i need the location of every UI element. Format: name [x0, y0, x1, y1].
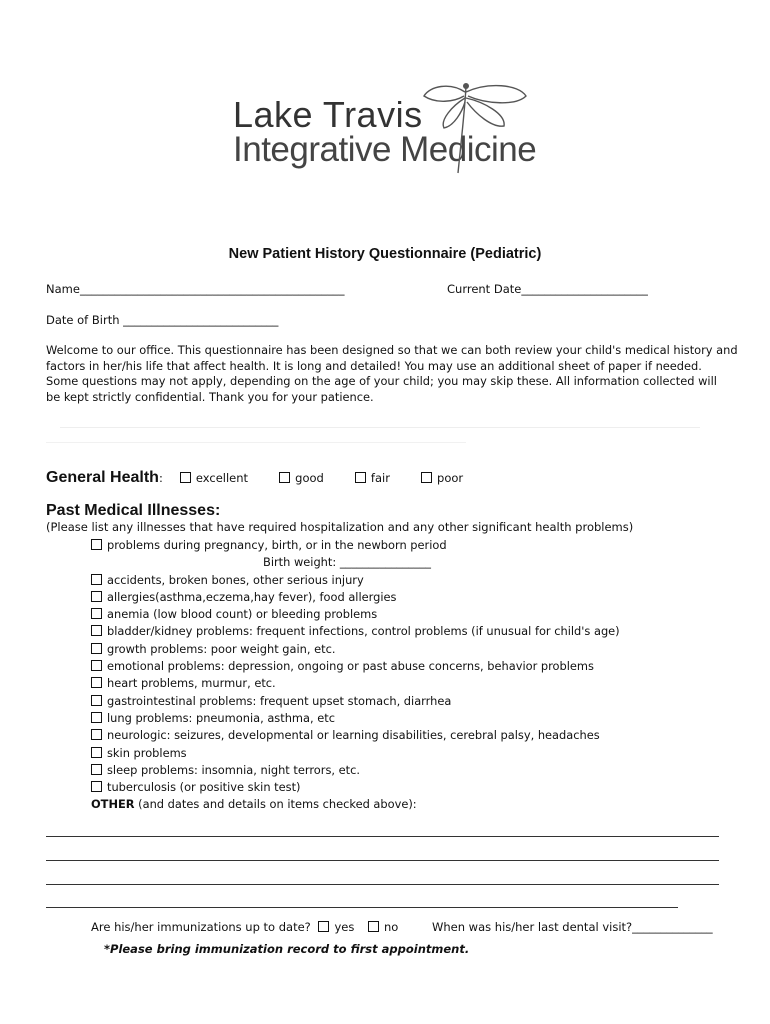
list-item[interactable]: gastrointestinal problems: frequent upset stomach, diarrhea [91, 694, 620, 711]
checkbox-icon[interactable] [91, 729, 102, 740]
checkbox-icon[interactable] [91, 712, 102, 723]
dental-visit-row [432, 920, 713, 935]
general-health-colon: : [158, 471, 163, 485]
option-fair[interactable]: fair [355, 471, 390, 485]
checkbox-icon[interactable] [91, 643, 102, 654]
checkbox-icon[interactable] [180, 472, 191, 483]
dob-field[interactable]: ___________________________ [123, 313, 279, 327]
logo-line-1: Lake Travis [233, 94, 423, 135]
general-health-row [46, 467, 463, 487]
current-date-row [447, 282, 648, 297]
name-label: Name [46, 282, 80, 296]
scan-artifact [46, 442, 466, 443]
checkbox-icon[interactable] [91, 764, 102, 775]
intro-line: factors in her/his life that affect health. It is long and detailed! You may use an additional sheet of paper if needed. [46, 358, 702, 373]
checkbox-icon[interactable] [91, 660, 102, 671]
list-item[interactable]: heart problems, murmur, etc. [91, 676, 620, 693]
dob-row [46, 313, 278, 328]
page-title: New Patient History Questionnaire (Pediatric) [228, 246, 542, 262]
birth-weight-field[interactable]: Birth weight: ________________ [263, 555, 431, 570]
name-field[interactable]: ______________________________________________ [79, 282, 345, 296]
other-bold: OTHER [91, 797, 135, 812]
list-item[interactable]: growth problems: poor weight gain, etc. [91, 642, 620, 659]
intro-line: Some questions may not apply, depending on the age of your child; you may skip these. All information collected will [46, 374, 717, 388]
checkbox-icon[interactable] [368, 921, 379, 932]
checkbox-icon[interactable] [355, 472, 366, 483]
dental-visit-label: When was his/her last dental visit? [432, 920, 633, 934]
list-item[interactable]: anemia (low blood count) or bleeding problems [91, 607, 620, 624]
list-item[interactable]: lung problems: pneumonia, asthma, etc [91, 711, 620, 728]
other-answer-line[interactable] [46, 860, 719, 861]
checkbox-icon[interactable] [91, 625, 102, 636]
list-item[interactable]: problems during pregnancy, birth, or in the newborn period [91, 538, 620, 555]
name-row [46, 282, 344, 297]
other-answer-line[interactable] [46, 907, 678, 908]
immunization-question: Are his/her immunizations up to date? [91, 920, 311, 934]
dob-label: Date of Birth [46, 313, 120, 327]
immunization-no[interactable]: no [368, 920, 398, 934]
list-item[interactable]: tuberculosis (or positive skin test) [91, 780, 620, 797]
checkbox-icon[interactable] [91, 539, 102, 550]
general-health-heading: General Health [46, 469, 159, 486]
immunization-yes[interactable]: yes [318, 920, 354, 934]
checkbox-icon[interactable] [91, 677, 102, 688]
current-date-field[interactable]: ______________________ [521, 282, 648, 296]
intro-line: Welcome to our office. This questionnaire has been designed so that we can both review your child's medical history and [46, 343, 738, 357]
checkbox-icon[interactable] [91, 591, 102, 602]
illness-checklist [91, 538, 620, 815]
other-answer-line[interactable] [46, 884, 719, 885]
list-item[interactable]: skin problems [91, 746, 620, 763]
checkbox-icon[interactable] [91, 781, 102, 792]
immunization-row [91, 920, 398, 935]
checkbox-icon[interactable] [279, 472, 290, 483]
list-item[interactable]: allergies(asthma,eczema,hay fever), food allergies [91, 590, 620, 607]
option-excellent[interactable]: excellent [180, 471, 248, 485]
option-good[interactable]: good [279, 471, 324, 485]
past-illnesses-heading: Past Medical Illnesses: [46, 502, 221, 519]
list-item[interactable]: neurologic: seizures, developmental or learning disabilities, cerebral palsy, headaches [91, 728, 620, 745]
checkbox-icon[interactable] [91, 747, 102, 758]
dragonfly-icon [418, 78, 538, 178]
logo-line-2: Integrative Medicine [233, 130, 537, 169]
past-illnesses-instruction: (Please list any illnesses that have required hospitalization and any other significant health problems) [46, 520, 634, 534]
checkbox-icon[interactable] [421, 472, 432, 483]
checkbox-icon[interactable] [91, 695, 102, 706]
checkbox-icon[interactable] [318, 921, 329, 932]
other-label: OTHER (and dates and details on items checked above): [91, 797, 417, 812]
list-item[interactable]: sleep problems: insomnia, night terrors, etc. [91, 763, 620, 780]
current-date-label: Current Date [447, 282, 522, 296]
checkbox-icon[interactable] [91, 608, 102, 619]
intro-line: be kept strictly confidential. Thank you for your patience. [46, 389, 374, 404]
scan-artifact [60, 427, 700, 428]
list-item[interactable]: emotional problems: depression, ongoing or past abuse concerns, behavior problems [91, 659, 620, 676]
immunization-note: *Please bring immunization record to first appointment. [104, 942, 470, 956]
intro-paragraph [46, 343, 738, 405]
dental-visit-field[interactable]: ______________ [632, 920, 713, 934]
checkbox-icon[interactable] [91, 574, 102, 585]
option-poor[interactable]: poor [421, 471, 463, 485]
list-item[interactable]: bladder/kidney problems: frequent infections, control problems (if unusual for child's age) [91, 624, 620, 641]
other-answer-line[interactable] [46, 836, 719, 837]
list-item[interactable]: accidents, broken bones, other serious injury [91, 573, 620, 590]
